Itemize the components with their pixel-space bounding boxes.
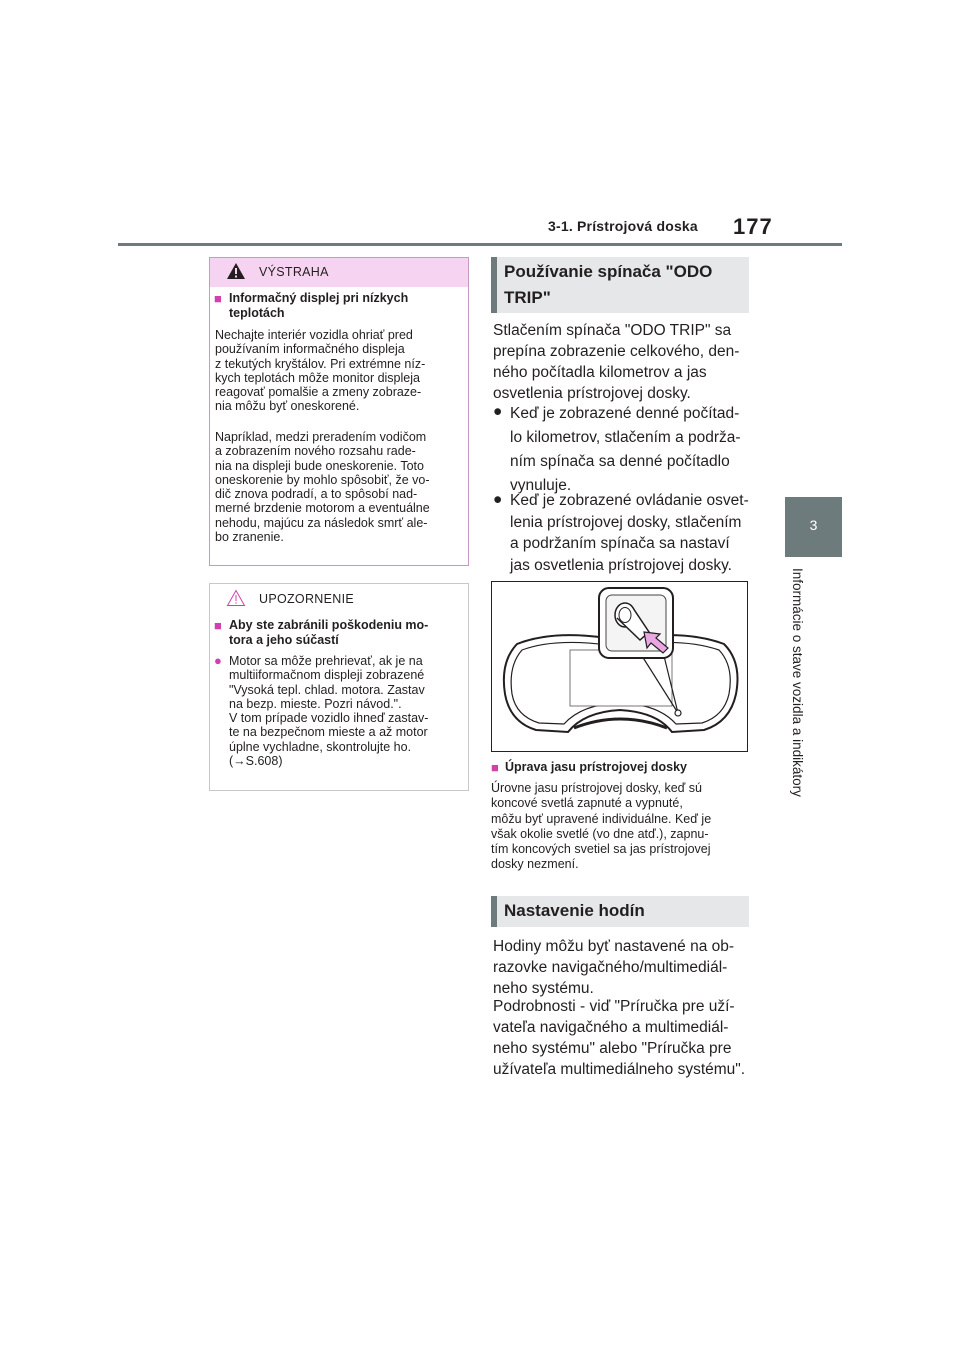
text-line: z tekutých kryštálov. Pri extrémne níz-	[215, 356, 426, 371]
brightness-text	[491, 781, 756, 873]
text-line: merné brzdenie motorom a eventuálne	[215, 501, 430, 516]
round-bullet-icon: ●	[214, 653, 222, 668]
section-bar	[491, 896, 497, 927]
text-line: Podrobnosti - viď "Príručka pre uží-	[493, 998, 735, 1015]
section-bar	[491, 257, 497, 313]
text-line: Používanie spínača "ODO	[504, 262, 713, 281]
instrument-cluster-figure	[491, 581, 748, 752]
text-line: Keď je zobrazené denné počítad-	[510, 405, 740, 422]
notice-subheading	[229, 618, 464, 648]
clock-section-title: Nastavenie hodín	[504, 901, 645, 920]
warning-triangle-outline-icon	[226, 589, 246, 607]
text-line: nehodu, majúcu za následok smrť ale-	[215, 515, 428, 530]
text-line: bo zranenie.	[215, 530, 284, 545]
text-line: Nechajte interiér vozidla ohriať pred	[215, 328, 413, 342]
clock-para-1	[493, 936, 758, 999]
text-line: a podržaním spínača sa nastaví	[510, 535, 730, 552]
odo-section-header	[491, 257, 749, 313]
text-line: dič znova podradí, a to spôsobí nad-	[215, 487, 418, 502]
round-bullet-icon: ●	[493, 403, 503, 420]
text-line: Úrovne jasu prístrojovej dosky, keď sú	[491, 781, 703, 795]
text-line: ného počítadla kilometrov a jas	[493, 364, 707, 381]
warning-para-2	[215, 430, 465, 544]
text-line: Stlačením spínača "ODO TRIP" sa	[493, 322, 732, 339]
text-line: lenia prístrojovej dosky, stlačením	[510, 513, 742, 531]
text-line: koncové svetlá zapnuté a vypnuté,	[491, 796, 683, 811]
text-line: Hodiny môžu byť nastavené na ob-	[493, 938, 735, 955]
warning-box-header	[210, 258, 468, 287]
text-line: razovke navigačného/multimediál-	[493, 959, 728, 976]
odo-bullet-2-text	[510, 490, 755, 576]
round-bullet-icon: ●	[493, 491, 503, 508]
text-line: dosky nezmení.	[491, 857, 579, 872]
warning-para-1	[215, 328, 465, 414]
text-line: tím koncových svetiel sa jas prístrojovej	[491, 842, 711, 857]
text-line: (→S.608)	[229, 754, 283, 769]
odo-section-title	[504, 259, 744, 311]
clock-section-header	[491, 896, 749, 927]
text-line: TRIP"	[504, 288, 551, 307]
text-line: však okolie svetlé (vo dne atď.), zapnu-	[491, 826, 709, 841]
text-line: reagovať pomalšie a zmeny zobraze-	[215, 385, 422, 400]
chapter-number: 3	[809, 517, 818, 533]
text-line: neho systému.	[493, 980, 594, 997]
page-number: 177	[733, 214, 773, 239]
section-title: 3-1. Prístrojová doska	[548, 218, 698, 234]
text-line: osvetlenia prístrojovej dosky.	[493, 385, 691, 402]
square-bullet-icon: ■	[214, 618, 222, 633]
text-line: a zobrazením nového rozsahu rade-	[215, 444, 416, 459]
text-line: jas osvetlenia prístrojovej dosky.	[510, 556, 732, 574]
brightness-subheading: Úprava jasu prístrojovej dosky	[505, 760, 688, 774]
chapter-title: Informácie o stave vozidla a indikátory	[790, 568, 805, 797]
text-line: neho systému" alebo "Príručka pre	[493, 1040, 732, 1057]
text-line: Aby ste zabránili poškodeniu mo-	[229, 618, 429, 632]
text-line: lo kilometrov, stlačením a podrža-	[510, 429, 741, 446]
text-line: oneskorenie by mohlo spôsobiť, že vo-	[215, 472, 430, 487]
clock-para-2	[493, 996, 758, 1080]
notice-item-text	[229, 654, 464, 768]
text-line: vynuluje.	[510, 477, 572, 494]
text-line: kych teplotách môže monitor displeja	[215, 370, 420, 385]
warning-triangle-filled-icon	[226, 262, 246, 280]
warning-subheading: Informačný displej pri nízkych teplotách	[229, 291, 409, 320]
odo-intro	[493, 320, 755, 404]
text-line: vateľa navigačného a multimediál-	[493, 1019, 729, 1036]
text-line: V tom prípade vozidlo ihneď zastav-	[229, 711, 429, 726]
text-line: Napríklad, medzi preradením vodičom	[215, 430, 427, 444]
header-rule	[118, 243, 842, 246]
square-bullet-icon: ■	[214, 291, 222, 306]
text-line: multiiformačnom displeji zobrazené	[229, 668, 425, 683]
text-line: úplne vychladne, skontrolujte ho.	[229, 739, 412, 754]
text-line: tora a jeho súčastí	[229, 633, 339, 647]
text-line: "Vysoká tepl. chlad. motora. Zastav	[229, 682, 425, 697]
text-line: nia môžu byť oneskorené.	[215, 399, 360, 414]
text-line: ním spínača sa denné počítadlo	[510, 453, 730, 470]
text-line: používaním informačného displeja	[215, 342, 405, 357]
text-line: môžu byť upravené individuálne. Keď je	[491, 811, 712, 826]
notice-box-title: UPOZORNENIE	[259, 592, 354, 606]
text-line: nia na displeji bude oneskorenie. Toto	[215, 458, 424, 473]
instrument-cluster-illustration	[492, 582, 747, 751]
text-line: užívateľa multimediálneho systému".	[493, 1061, 746, 1078]
text-line: te na bezpečnom mieste a až motor	[229, 725, 428, 740]
square-bullet-icon: ■	[491, 760, 499, 775]
text-line: Motor sa môže prehrievať, ak je na	[229, 654, 423, 668]
warning-box-title: VÝSTRAHA	[259, 265, 329, 279]
text-line: Keď je zobrazené ovládanie osvet-	[510, 492, 749, 509]
odo-bullet-1-text	[510, 402, 755, 498]
text-line: prepína zobrazenie celkového, den-	[493, 343, 740, 360]
text-line: na bezp. mieste. Pozri návod.".	[229, 696, 402, 711]
